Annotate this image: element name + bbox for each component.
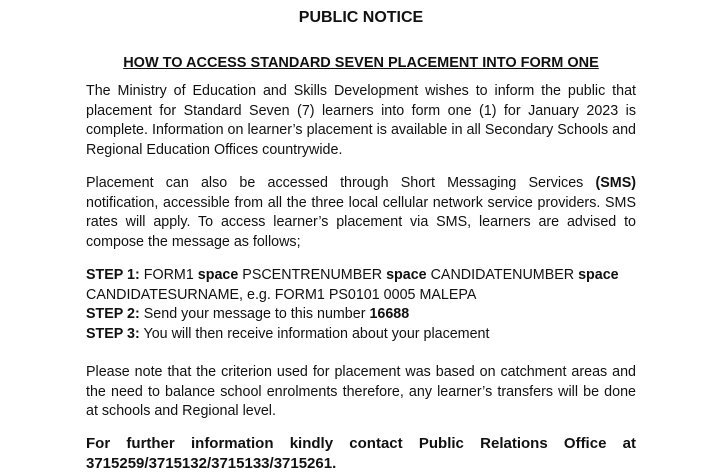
sms-paragraph-text-start: Placement can also be accessed through Short Messaging Services bbox=[86, 175, 596, 191]
step-1-text: CANDIDATESURNAME, e.g. FORM1 PS0101 0005 MALEPA bbox=[86, 286, 477, 303]
sms-paragraph-text-end: notification, accessible from all the three local cellular network service providers. SMS rates will apply. To access learner’s placement via SMS, learners are advised to compose the message as follows; bbox=[86, 194, 636, 250]
notice-title: PUBLIC NOTICE bbox=[298, 9, 424, 26]
step-3-label: STEP 3: bbox=[86, 325, 140, 342]
step-1-text: FORM1 bbox=[139, 267, 198, 283]
step-1-text: CANDIDATENUMBER bbox=[426, 267, 579, 283]
sms-steps bbox=[86, 266, 636, 344]
step-3-text: You will then receive information about your placement bbox=[139, 325, 490, 342]
step-2-label: STEP 2: bbox=[86, 306, 140, 322]
space-keyword: space bbox=[386, 267, 427, 283]
step-1-text: PSCENTRENUMBER bbox=[238, 267, 387, 283]
step-1-label: STEP 1: bbox=[86, 267, 140, 283]
sms-paragraph bbox=[86, 174, 636, 252]
criterion-paragraph: Please note that the criterion used for placement was based on catchment areas and the need to balance school enrolments therefore, any learner’s transfers will be done at schools and Regional level. bbox=[86, 364, 636, 419]
step-3 bbox=[86, 325, 636, 345]
step-2-text: Send your message to this number bbox=[139, 306, 370, 322]
intro-paragraph: The Ministry of Education and Skills Development wishes to inform the public that placement for Standard Seven (7) learners into form one (1) for January 2023 is complete. Information on learner’s placement is available in all Secondary Schools and Regional Education Offices countrywide. bbox=[86, 83, 636, 158]
space-keyword: space bbox=[578, 267, 619, 283]
notice-subtitle: HOW TO ACCESS STANDARD SEVEN PLACEMENT INTO FORM ONE bbox=[123, 55, 599, 71]
step-2 bbox=[86, 305, 636, 325]
space-keyword: space bbox=[197, 267, 239, 283]
sms-abbreviation: (SMS) bbox=[595, 175, 636, 191]
contact-information: For further information kindly contact Public Relations Office at 3715259/3715132/3715133/3715261. bbox=[86, 434, 636, 472]
step-1 bbox=[86, 266, 636, 305]
sms-number: 16688 bbox=[369, 306, 410, 322]
